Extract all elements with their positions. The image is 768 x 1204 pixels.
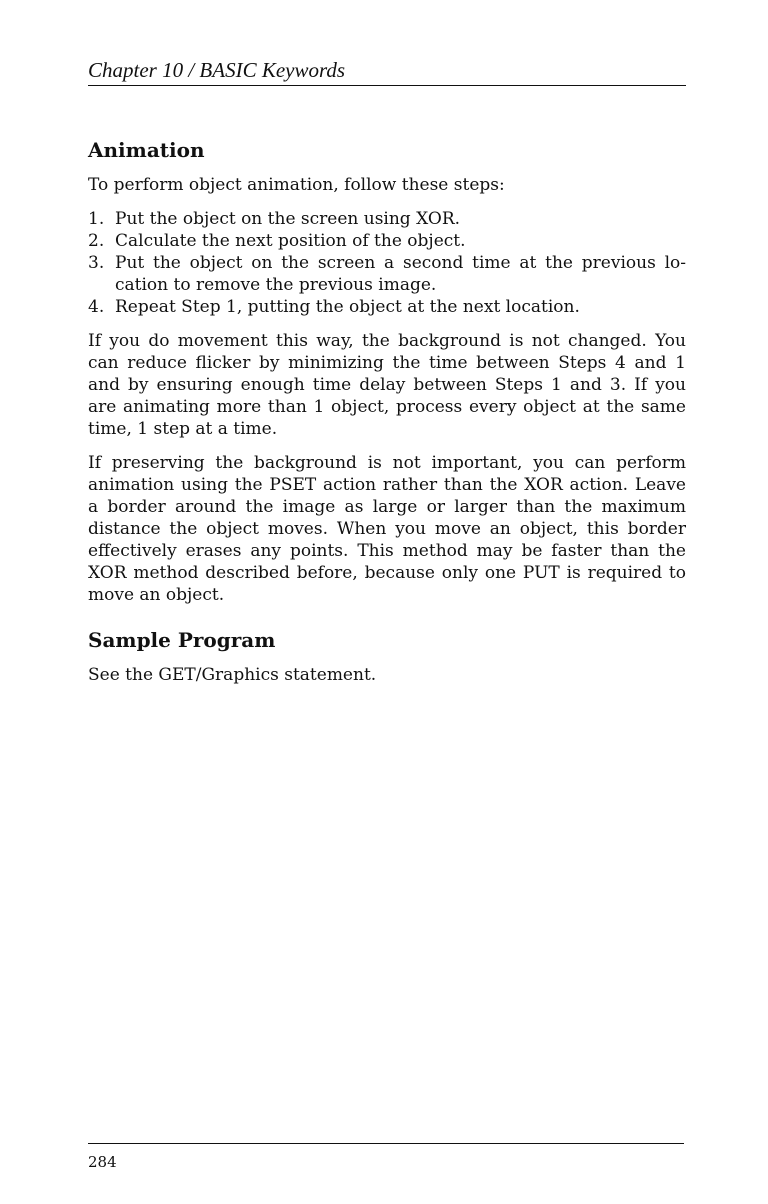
list-item xyxy=(88,252,686,296)
list-item xyxy=(88,296,686,318)
step-text: Put the object on the screen a second time at the previous lo-cation to remove the previous image. xyxy=(115,253,686,295)
step-number: 4. xyxy=(88,297,105,317)
page-body xyxy=(88,136,686,698)
list-item xyxy=(88,230,686,252)
step-number: 1. xyxy=(88,209,105,229)
running-header xyxy=(88,56,686,86)
step-number: 3. xyxy=(88,253,105,273)
animation-heading: Animation xyxy=(88,138,205,162)
animation-paragraph-2: If preserving the background is not important, you can perform animation using the PSET action rather than the XOR action. Leave a border around the image as large or larger than the maximum distance the object moves. When you move an object, this border effectively erases any points. This method may be faster than the XOR method described before, because only one PUT is required to move an object. xyxy=(88,453,686,605)
step-number: 2. xyxy=(88,231,105,251)
footer-divider xyxy=(88,1143,684,1144)
step-text: Put the object on the screen using XOR. xyxy=(115,209,461,229)
step-text: Calculate the next position of the object. xyxy=(115,231,466,251)
sample-program-heading: Sample Program xyxy=(88,628,276,652)
chapter-title: Chapter 10 / BASIC Keywords xyxy=(88,58,346,82)
page-number: 284 xyxy=(88,1153,117,1171)
animation-paragraph-1: If you do movement this way, the background is not changed. You can reduce flicker by minimizing the time between Steps 4 and 1 and by ensuring enough time delay between Steps 1 and 3. If you are animating more than 1 object, process every object at the same time, 1 step at a time. xyxy=(88,331,686,439)
animation-intro: To perform object animation, follow these steps: xyxy=(88,175,505,195)
list-item xyxy=(88,208,686,230)
animation-steps-list xyxy=(88,208,686,318)
step-text: Repeat Step 1, putting the object at the next location. xyxy=(115,297,580,317)
sample-program-text: See the GET/Graphics statement. xyxy=(88,665,377,685)
